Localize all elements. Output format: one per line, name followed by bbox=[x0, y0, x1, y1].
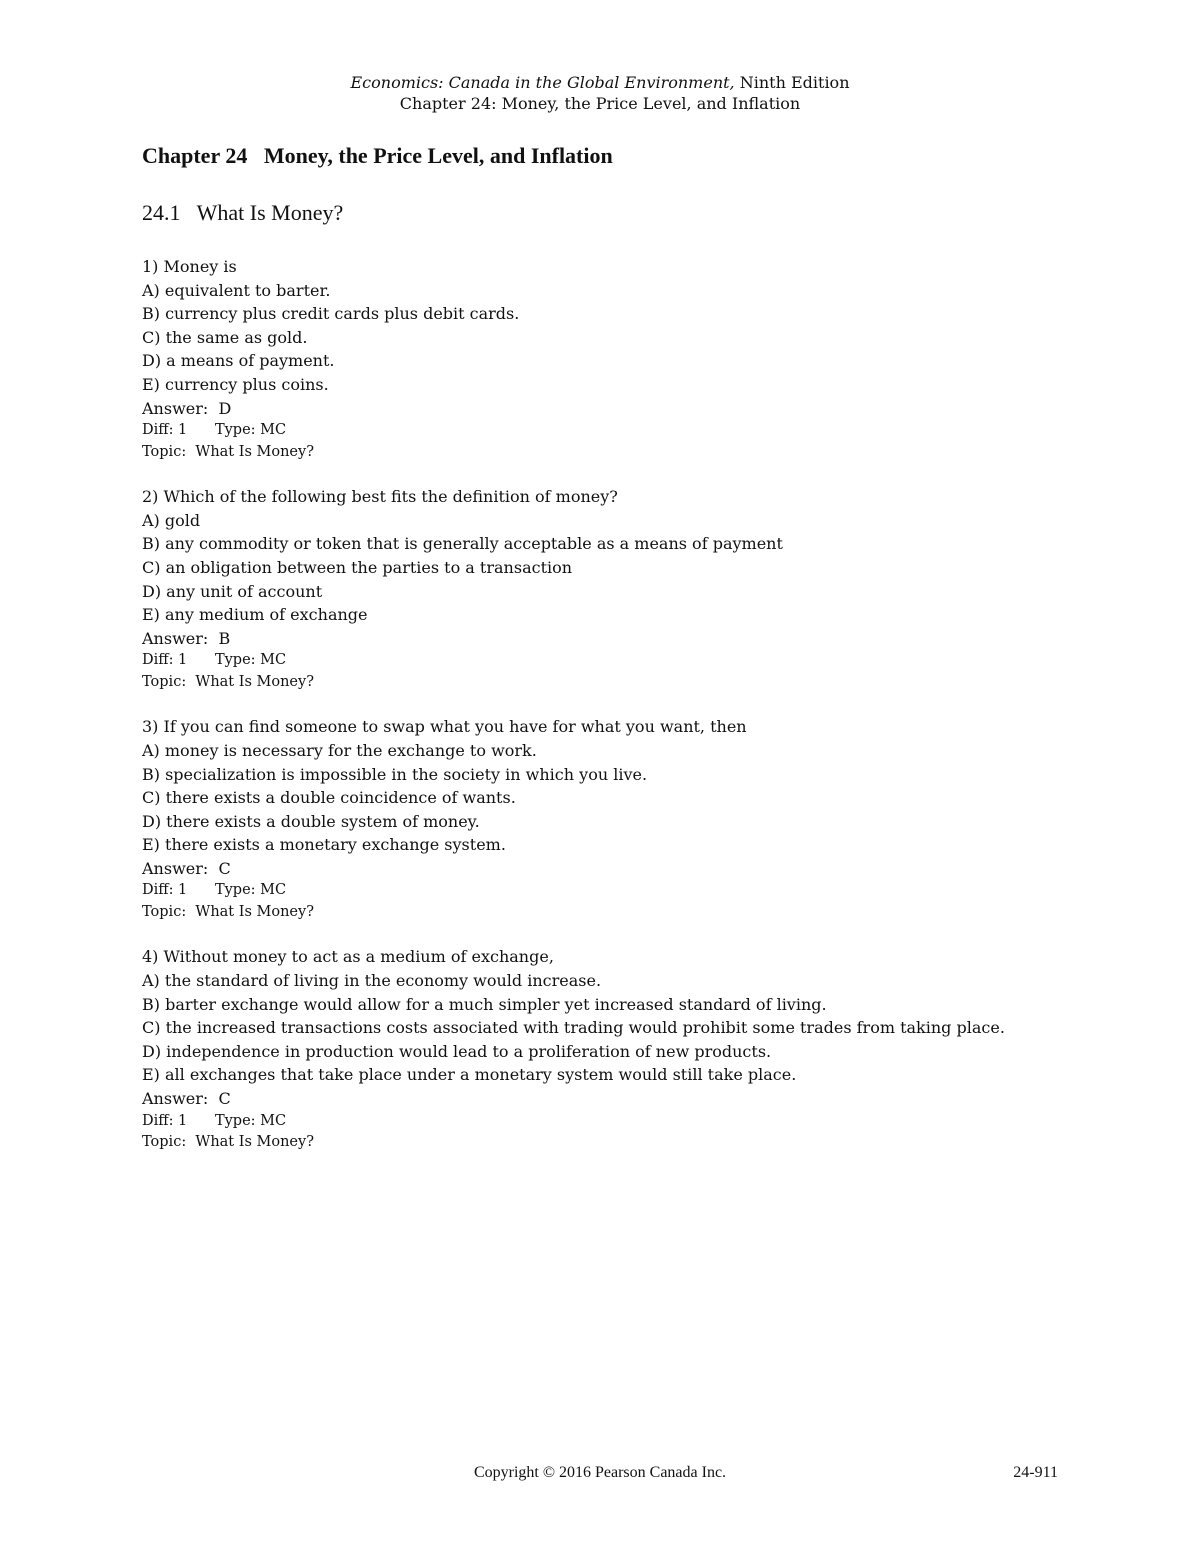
difficulty-type: Diff: 1 Type: MC bbox=[142, 652, 287, 669]
option-d: D) independence in production would lead to a proliferation of new products. bbox=[142, 1041, 772, 1061]
option-d: D) any unit of account bbox=[142, 581, 323, 601]
option-b: B) barter exchange would allow for a much simpler yet increased standard of living. bbox=[142, 994, 827, 1014]
question-1 bbox=[142, 255, 1142, 463]
option-c: C) an obligation between the parties to a transaction bbox=[142, 557, 573, 577]
answer: Answer: C bbox=[142, 858, 231, 878]
copyright-notice: Copyright © 2016 Pearson Canada Inc. bbox=[473, 1464, 727, 1481]
difficulty-type: Diff: 1 Type: MC bbox=[142, 422, 287, 439]
question-list bbox=[142, 255, 1142, 1176]
question-stem: 1) Money is bbox=[142, 257, 237, 276]
question-4 bbox=[142, 945, 1142, 1153]
option-c: C) the same as gold. bbox=[142, 327, 308, 347]
option-e: E) any medium of exchange bbox=[142, 605, 368, 625]
answer: Answer: D bbox=[142, 398, 232, 418]
question-stem: 2) Which of the following best fits the definition of money? bbox=[142, 487, 618, 507]
edition: Ninth Edition bbox=[734, 73, 850, 92]
topic: Topic: What Is Money? bbox=[142, 1134, 314, 1151]
topic: Topic: What Is Money? bbox=[142, 443, 314, 460]
option-e: E) there exists a monetary exchange system. bbox=[142, 835, 506, 855]
topic: Topic: What Is Money? bbox=[142, 673, 314, 690]
option-a: A) equivalent to barter. bbox=[142, 280, 331, 300]
chapter-title: Chapter 24 Money, the Price Level, and Inflation bbox=[142, 143, 613, 168]
book-title: Economics: Canada in the Global Environment, bbox=[350, 73, 735, 92]
question-stem: 4) Without money to act as a medium of exchange, bbox=[142, 947, 554, 967]
running-header bbox=[0, 72, 1200, 114]
difficulty-type: Diff: 1 Type: MC bbox=[142, 882, 287, 899]
difficulty-type: Diff: 1 Type: MC bbox=[142, 1112, 287, 1129]
question-2 bbox=[142, 485, 1142, 693]
question-3 bbox=[142, 715, 1142, 923]
option-d: D) there exists a double system of money. bbox=[142, 811, 480, 831]
page-number: 24-911 bbox=[1013, 1464, 1058, 1481]
option-a: A) gold bbox=[142, 510, 201, 530]
option-e: E) all exchanges that take place under a monetary system would still take place. bbox=[142, 1065, 797, 1085]
topic: Topic: What Is Money? bbox=[142, 903, 314, 920]
option-b: B) specialization is impossible in the society in which you live. bbox=[142, 764, 648, 784]
question-stem: 3) If you can find someone to swap what you have for what you want, then bbox=[142, 717, 747, 737]
section-title: 24.1 What Is Money? bbox=[142, 200, 344, 225]
header-chapter-line: Chapter 24: Money, the Price Level, and Inflation bbox=[399, 94, 801, 113]
option-d: D) a means of payment. bbox=[142, 351, 335, 371]
option-a: A) the standard of living in the economy would increase. bbox=[142, 971, 602, 991]
answer: Answer: B bbox=[142, 628, 231, 648]
option-a: A) money is necessary for the exchange to work. bbox=[142, 740, 537, 760]
option-c: C) the increased transactions costs associated with trading would prohibit some trades from taking place. bbox=[142, 1018, 1005, 1038]
option-e: E) currency plus coins. bbox=[142, 374, 329, 394]
option-b: B) any commodity or token that is generally acceptable as a means of payment bbox=[142, 534, 783, 554]
option-c: C) there exists a double coincidence of wants. bbox=[142, 788, 516, 808]
option-b: B) currency plus credit cards plus debit cards. bbox=[142, 304, 520, 324]
answer: Answer: C bbox=[142, 1089, 231, 1109]
header-book-line bbox=[0, 72, 1200, 93]
